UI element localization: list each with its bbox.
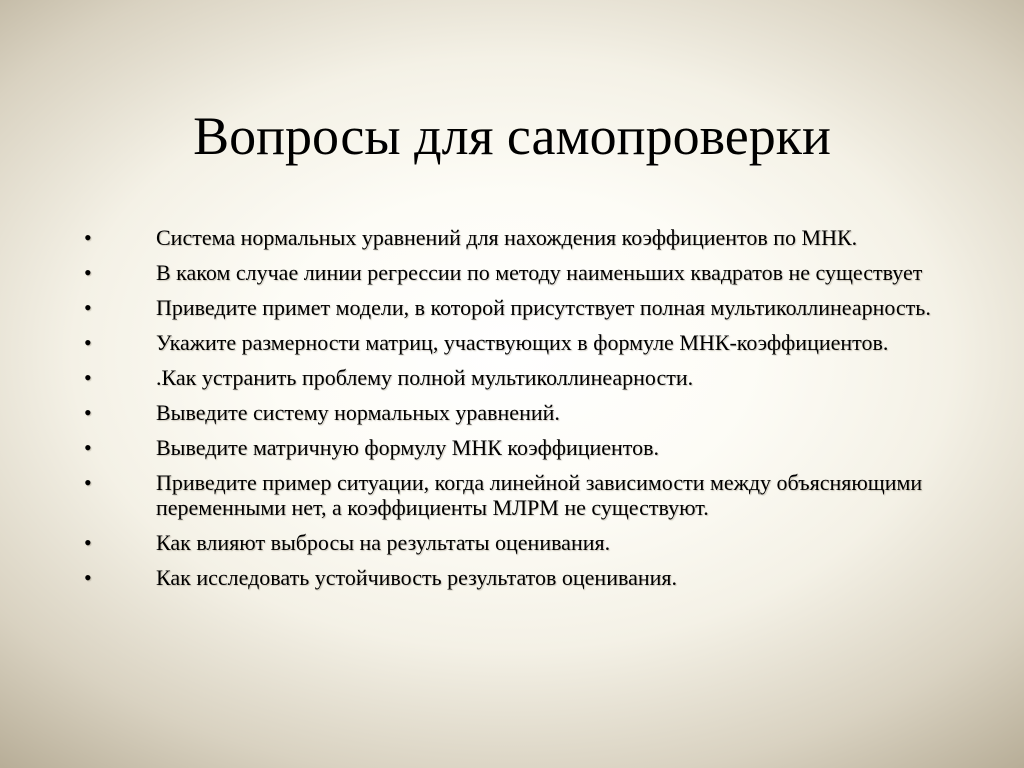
bullet-item bbox=[0, 435, 1024, 460]
bullet-item bbox=[0, 365, 1024, 390]
bullet-text: Как исследовать устойчивость результатов оценивания. bbox=[156, 565, 677, 590]
bullet-item bbox=[0, 565, 1024, 590]
bullet-text: Укажите размерности матриц, участвующих в формуле МНК-коэффициентов. bbox=[156, 330, 889, 355]
bullet-dot-icon: • bbox=[84, 365, 92, 390]
bullet-text: Приведите примет модели, в которой присутствует полная мультиколлинеарность. bbox=[156, 295, 931, 320]
bullet-dot-icon: • bbox=[84, 435, 92, 460]
bullet-text: В каком случае линии регрессии по методу наименьших квадратов не существует bbox=[156, 260, 923, 285]
bullet-dot-icon: • bbox=[84, 225, 92, 250]
bullet-dot-icon: • bbox=[84, 470, 92, 495]
bullet-text: Система нормальных уравнений для нахождения коэффициентов по МНК. bbox=[156, 225, 858, 250]
bullet-list bbox=[0, 225, 1024, 600]
bullet-dot-icon: • bbox=[84, 330, 92, 355]
bullet-item bbox=[0, 400, 1024, 425]
bullet-item bbox=[0, 470, 1024, 520]
bullet-text: Выведите матричную формулу МНК коэффициентов. bbox=[156, 435, 660, 460]
bullet-item bbox=[0, 530, 1024, 555]
bullet-text: Приведите пример ситуации, когда линейной зависимости между объясняющими переменными нет, а коэффициенты МЛРМ не существуют. bbox=[156, 470, 923, 520]
bullet-dot-icon: • bbox=[84, 565, 92, 590]
bullet-text: .Как устранить проблему полной мультиколлинеарности. bbox=[156, 365, 694, 390]
bullet-item bbox=[0, 295, 1024, 320]
bullet-item bbox=[0, 330, 1024, 355]
bullet-dot-icon: • bbox=[84, 295, 92, 320]
bullet-item bbox=[0, 260, 1024, 285]
bullet-dot-icon: • bbox=[84, 260, 92, 285]
bullet-text: Выведите систему нормальных уравнений. bbox=[156, 400, 560, 425]
slide-title: Вопросы для самопроверки bbox=[193, 106, 831, 166]
bullet-item bbox=[0, 225, 1024, 250]
bullet-text: Как влияют выбросы на результаты оценивания. bbox=[156, 530, 611, 555]
bullet-dot-icon: • bbox=[84, 530, 92, 555]
bullet-dot-icon: • bbox=[84, 400, 92, 425]
